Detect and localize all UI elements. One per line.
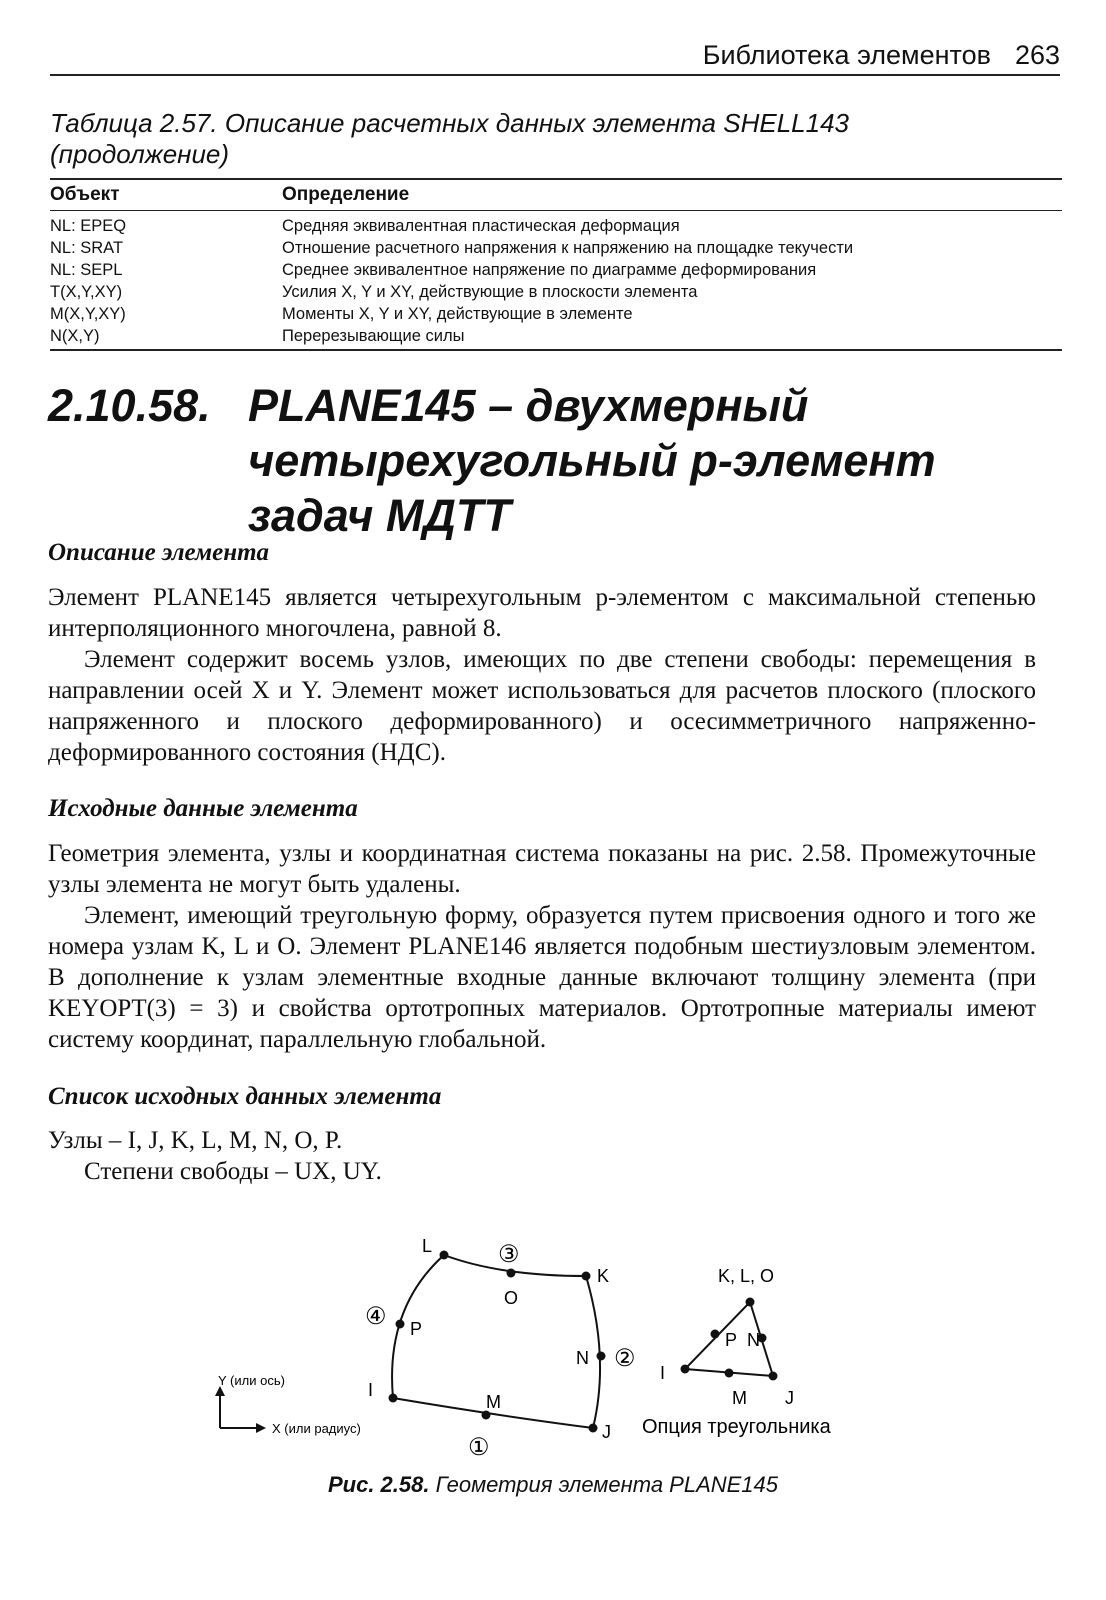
table-header-row: [50, 180, 1062, 211]
table-row: [50, 281, 1062, 303]
tri-label-N: N: [747, 1330, 760, 1350]
table-cell-definition: Моменты X, Y и XY, действующие в элементе: [282, 304, 633, 323]
tri-node-M: [725, 1369, 734, 1378]
table-caption-line2: (продолжение): [50, 139, 230, 169]
tri-node-P: [711, 1330, 720, 1339]
table-cell-object: N(X,Y): [50, 326, 100, 345]
tri-node-J: [769, 1372, 778, 1381]
node-K: [582, 1272, 591, 1281]
table-cell-object: M(X,Y,XY): [50, 304, 126, 323]
subheading-input-list: Список исходных данных элемента: [48, 1083, 442, 1110]
figure-caption-number: Рис. 2.58.: [327, 1472, 430, 1497]
label-I: I: [368, 1380, 374, 1400]
data-table: [50, 178, 1062, 351]
input-data-block: [48, 838, 1036, 1055]
table-row: [50, 325, 1062, 347]
table-cell-definition: Отношение расчетного напряжения к напряжению на площадке текучести: [282, 238, 854, 257]
table-cell-definition: Перерезывающие силы: [282, 326, 465, 345]
description-block: [48, 582, 1036, 768]
table-cell-object: NL: EPEQ: [50, 216, 127, 235]
column-header-object: Объект: [50, 184, 120, 205]
node-L: [440, 1251, 449, 1260]
tri-node-KLO: [746, 1298, 755, 1307]
label-P: P: [410, 1319, 423, 1339]
node-P: [396, 1320, 405, 1329]
axis-y-label: Y (или ось): [218, 1373, 285, 1388]
tri-label-KLO: K, L, O: [718, 1266, 775, 1286]
subheading-description: Описание элемента: [48, 539, 270, 566]
table-body: [50, 211, 1062, 351]
section-heading: [48, 378, 1048, 543]
table-caption: [50, 108, 1050, 170]
label-N: N: [576, 1348, 589, 1368]
table-cell-definition: Среднее эквивалентное напряжение по диаграмме деформирования: [282, 260, 817, 279]
face-label-2: ②: [614, 1345, 636, 1372]
input-data-paragraph-2: Элемент, имеющий треугольную форму, образуется путем присвоения одного и того же номера узлам K, L и O. Элемент PLANE146 является подобным шестиузловым элементом. В дополнение к узлам элементные входные данные включают толщину элемента (при KEYOPT(3) = 3) и свойства ортотропных материалов. Ортотропные материалы имеют систему координат, параллельную глобальной.: [48, 902, 1036, 1053]
input-list-block: [48, 1125, 1036, 1187]
element-geometry-figure: [200, 1228, 900, 1468]
table-cell-object: NL: SRAT: [50, 238, 124, 257]
section-title-line1: PLANE145 – двухмерный: [248, 380, 809, 431]
table-row: [50, 303, 1062, 325]
tri-label-P: P: [725, 1330, 738, 1350]
table-cell-object: NL: SEPL: [50, 260, 123, 279]
section-title-line2: четырехугольный р-элемент: [248, 435, 936, 486]
label-K: K: [597, 1266, 610, 1286]
table-cell-object: T(X,Y,XY): [50, 282, 123, 301]
axis-x-label: X (или радиус): [272, 1421, 361, 1436]
x-arrow-head-icon: [256, 1423, 266, 1433]
label-M: M: [486, 1392, 501, 1412]
description-paragraph-1: Элемент PLANE145 является четырехугольным р-элементом с максимальной степенью интерполяционного многочлена, равной 8.: [48, 584, 1036, 642]
label-J: J: [602, 1422, 611, 1442]
column-header-definition: Определение: [282, 184, 410, 205]
node-J: [589, 1424, 598, 1433]
face-label-3: ③: [498, 1241, 520, 1268]
section-number: 2.10.58.: [48, 380, 211, 431]
face-label-4: ④: [365, 1303, 387, 1330]
triangle-option-caption: Опция треугольника: [642, 1416, 831, 1438]
table-row: [50, 259, 1062, 281]
section-heading-line1: [48, 378, 1048, 433]
running-header-text: [703, 40, 1060, 71]
nodes-line: Узлы – I, J, K, L, M, N, O, P.: [48, 1127, 343, 1154]
subheading-input-data: Исходные данные элемента: [48, 795, 358, 822]
node-I: [389, 1394, 398, 1403]
input-data-paragraph-1: Геометрия элемента, узлы и координатная система показаны на рис. 2.58. Промежуточные узлы элемента не могут быть удалены.: [48, 840, 1036, 898]
label-L: L: [422, 1236, 433, 1256]
label-O: O: [504, 1288, 519, 1308]
dof-line: Степени свободы – UX, UY.: [84, 1158, 382, 1185]
running-title: Библиотека элементов: [702, 40, 991, 70]
tri-node-I: [681, 1365, 690, 1374]
table-row: [50, 215, 1062, 237]
running-header: [50, 38, 1060, 76]
section-title-line3: задач МДТТ: [248, 490, 511, 541]
tri-label-M: M: [732, 1388, 747, 1408]
table-cell-definition: Усилия X, Y и XY, действующие в плоскости элемента: [282, 282, 698, 301]
face-label-1: ①: [468, 1434, 490, 1461]
table-row: [50, 237, 1062, 259]
table-cell-definition: Средняя эквивалентная пластическая деформация: [282, 216, 680, 235]
page-number: 263: [1014, 40, 1060, 70]
tri-label-I: I: [660, 1363, 666, 1383]
figure-caption-text: Геометрия элемента PLANE145: [435, 1472, 779, 1497]
node-O: [507, 1269, 516, 1278]
tri-label-J: J: [785, 1388, 794, 1408]
description-paragraph-2: Элемент содержит восемь узлов, имеющих по две степени свободы: перемещения в направлении осей X и Y. Элемент может использоваться для расчетов плоского (плоского напряженного и плоского деформированного) и осесимметричного напряженно-деформированного состояния (НДС).: [48, 646, 1036, 766]
table-caption-line1: Таблица 2.57. Описание расчетных данных элемента SHELL143: [50, 108, 849, 138]
figure-caption: [0, 1472, 1106, 1498]
node-N: [597, 1352, 606, 1361]
